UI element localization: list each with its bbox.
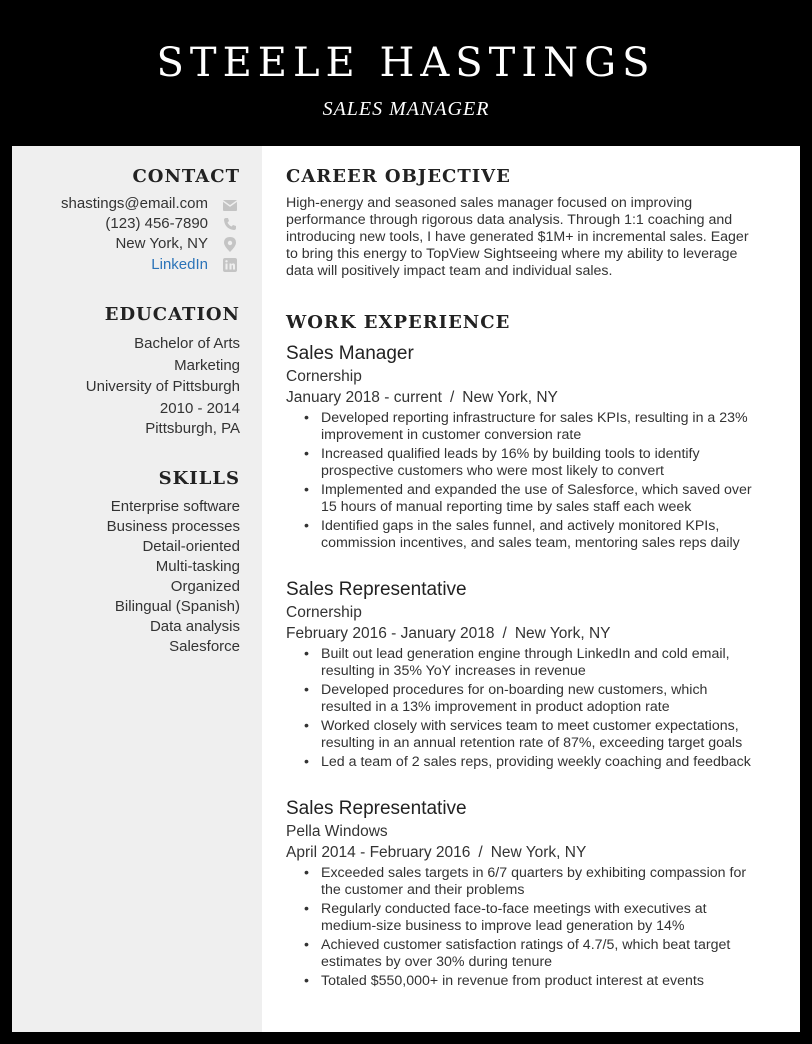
meta-separator: / <box>502 625 507 642</box>
contact-heading: CONTACT <box>132 166 240 187</box>
job-dates: April 2014 - February 2016 <box>286 844 471 861</box>
contact-email[interactable]: shastings@email.com <box>61 195 208 212</box>
job-title: Sales Representative <box>286 579 467 600</box>
skill-item: Business processes <box>106 518 240 535</box>
job-bullet: • Worked closely with services team to meet customer expectations, resulting in an annual retention rate of 87%, exceeding target goals <box>286 718 761 752</box>
linkedin-icon <box>222 257 238 273</box>
resume-page <box>12 146 800 1032</box>
job-bullets <box>286 865 766 990</box>
skill-item: Organized <box>170 578 240 595</box>
job-bullet: • Developed reporting infrastructure for sales KPIs, resulting in a 23% improvement in customer conversion rate <box>286 410 761 444</box>
job-bullet: • Led a team of 2 sales reps, providing weekly coaching and feedback <box>286 754 761 771</box>
career-objective-text: High-energy and seasoned sales manager focused on improving performance through rigorous data analysis. Through 1:1 coaching and introducing new tools, I have generated $1M+ in incremental sales. Eager to bring this energy to TopView Sightseeing where my ability to leverage data will positively impact team and individual sales. <box>286 195 749 279</box>
job-company: Cornership <box>286 604 362 621</box>
job-bullet: • Developed procedures for on-boarding new customers, which resulted in a 13% improvement in product adoption rate <box>286 682 761 716</box>
education-years: 2010 - 2014 <box>159 400 240 417</box>
main-content <box>286 146 786 1032</box>
job-location: New York, NY <box>490 844 587 861</box>
skill-item: Data analysis <box>149 618 240 635</box>
phone-icon <box>222 216 238 232</box>
education-degree: Bachelor of Arts <box>134 335 240 352</box>
skill-item: Salesforce <box>169 638 240 655</box>
career-objective-heading: CAREER OBJECTIVE <box>286 166 511 187</box>
job-bullet: • Implemented and expanded the use of Salesforce, which saved over 15 hours of manual reporting time by sales staff each week <box>286 482 761 516</box>
job-meta <box>286 387 766 408</box>
job-bullet: • Exceeded sales targets in 6/7 quarters by exhibiting compassion for the customer and their problems <box>286 865 761 899</box>
job-entry <box>286 578 766 773</box>
job-bullet: • Regularly conducted face-to-face meetings with executives at medium-size business to improve lead generation by 14% <box>286 901 761 935</box>
contact-location: New York, NY <box>115 235 208 252</box>
meta-separator: / <box>478 844 483 861</box>
job-bullet: • Achieved customer satisfaction ratings of 4.7/5, which beat target estimates by over 30% during tenure <box>286 937 761 971</box>
work-experience-heading: WORK EXPERIENCE <box>286 312 511 333</box>
job-meta <box>286 623 766 644</box>
envelope-icon <box>222 197 238 213</box>
job-dates: February 2016 - January 2018 <box>286 625 495 642</box>
job-bullet: • Totaled $550,000+ in revenue from product interest at events <box>286 973 761 990</box>
job-location: New York, NY <box>514 625 611 642</box>
job-bullets <box>286 646 766 771</box>
job-company: Pella Windows <box>286 823 388 840</box>
job-bullet: • Built out lead generation engine through LinkedIn and cold email, resulting in 35% YoY increases in revenue <box>286 646 761 680</box>
job-bullets <box>286 410 766 552</box>
job-bullet: • Identified gaps in the sales funnel, and actively monitored KPIs, commission incentives, and sales team, mentoring sales reps daily <box>286 518 761 552</box>
job-meta <box>286 842 766 863</box>
job-entry <box>286 342 766 554</box>
meta-separator: / <box>449 389 455 406</box>
education-major: Marketing <box>174 357 240 374</box>
job-title: Sales Manager <box>286 343 414 364</box>
job-title: Sales Representative <box>286 798 467 819</box>
job-entry <box>286 797 766 992</box>
contact-phone[interactable]: (123) 456-7890 <box>105 215 208 232</box>
contact-linkedin-link[interactable]: LinkedIn <box>151 256 208 273</box>
skill-item: Enterprise software <box>110 498 240 515</box>
job-dates: January 2018 - current <box>286 389 442 406</box>
sidebar <box>12 146 262 1032</box>
skill-item: Detail-oriented <box>142 538 240 555</box>
education-location: Pittsburgh, PA <box>145 420 240 437</box>
resume-header <box>0 0 812 146</box>
education-school: University of Pittsburgh <box>85 378 240 395</box>
map-pin-icon <box>222 236 238 252</box>
education-heading: EDUCATION <box>104 304 240 325</box>
job-location: New York, NY <box>462 389 558 406</box>
skill-item: Bilingual (Spanish) <box>114 598 240 615</box>
job-bullet: • Increased qualified leads by 16% by building tools to identify prospective customers who were most likely to convert <box>286 446 761 480</box>
job-company: Cornership <box>286 368 362 385</box>
skill-item: Multi-tasking <box>155 558 240 575</box>
candidate-name: STEELE HASTINGS <box>156 40 656 86</box>
candidate-title: SALES MANAGER <box>322 98 490 120</box>
skills-heading: SKILLS <box>158 468 240 489</box>
